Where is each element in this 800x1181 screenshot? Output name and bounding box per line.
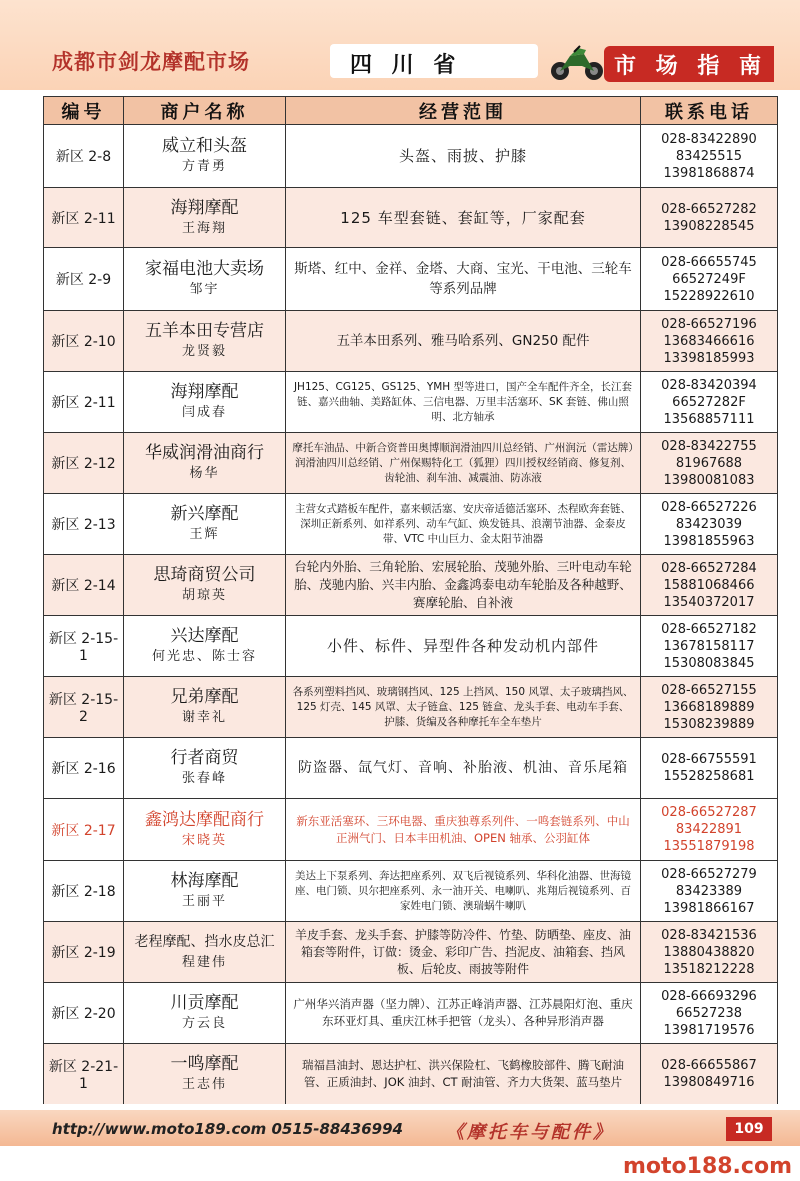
tel-line: 13398185993 (663, 350, 755, 366)
row-code: 新区 2-13 (44, 494, 124, 555)
merchant-owner: 王丽平 (181, 894, 227, 909)
merchant-owner: 张春峰 (181, 771, 227, 786)
column-header-scope: 经营范围 (286, 97, 641, 125)
tel-line: 028-83420394 (661, 377, 757, 393)
row-tel (641, 1044, 778, 1105)
merchant-owner: 何光忠、陈士容 (151, 649, 257, 664)
merchant-owner: 邹宇 (189, 282, 220, 297)
row-merchant (124, 494, 286, 555)
section-label: 市 场 指 南 (614, 54, 767, 79)
tel-line: 13568857111 (663, 411, 755, 427)
tel-line: 028-66527226 (661, 499, 757, 515)
row-merchant (124, 861, 286, 922)
row-merchant (124, 677, 286, 738)
tel-line: 028-83422890 (661, 131, 757, 147)
row-scope: 瑞福昌油封、恩达护杠、洪兴保险杠、飞鹤橡胶部件、腾飞耐油管、正质油封、JOK 油封、CT 耐油管、齐力大货架、蓝马垫片 (286, 1044, 641, 1105)
row-scope: JH125、CG125、GS125、YMH 型等进口，国产全车配件齐全，长江套链、嘉兴曲轴、美路缸体、三信电器、万里丰活塞环、SK 套链、佛山照明、北方轴承 (286, 372, 641, 433)
row-tel (641, 555, 778, 616)
row-code: 新区 2-15-1 (44, 616, 124, 677)
row-tel (641, 616, 778, 677)
row-tel (641, 799, 778, 861)
merchant-name: 鑫鸿达摩配商行 (145, 809, 264, 830)
row-scope: 主营女式踏板车配件，嘉来顿活塞、安庆帝适德活塞环、杰程欧奔套链、深圳正新系列、如祥系列、动车气缸、焕发链具、浪潮节油器、金泰皮带、VTC 中山巨力、金太阳节油器 (286, 494, 641, 555)
merchant-name: 一鸣摩配 (170, 1054, 239, 1074)
row-tel (641, 677, 778, 738)
row-scope: 美达上下泵系列、奔达把座系列、双飞后视镜系列、华科化油器、世海镜座、电门锁、贝尔把座系列、永一油开关、电喇叭、兆翔后视镜系列、百家姓电门锁、澳瑞蜗牛喇叭 (286, 861, 641, 922)
row-merchant (124, 248, 286, 311)
merchant-name: 兴达摩配 (170, 626, 239, 646)
row-tel (641, 983, 778, 1044)
tel-line: 15228922610 (663, 288, 755, 304)
merchant-name: 老程摩配、挡水皮总汇 (134, 934, 275, 950)
tel-line: 15881068466 (663, 577, 755, 593)
row-code: 新区 2-8 (44, 125, 124, 188)
tel-line: 81967688 (675, 455, 743, 471)
tel-line: 028-83422755 (661, 438, 757, 454)
row-code: 新区 2-14 (44, 555, 124, 616)
merchant-name: 海翔摩配 (170, 197, 239, 218)
tel-line: 13678158117 (663, 638, 755, 654)
merchant-name: 思琦商贸公司 (153, 565, 256, 585)
row-tel (641, 311, 778, 372)
row-tel (641, 372, 778, 433)
row-tel (641, 738, 778, 799)
table-row (44, 494, 778, 555)
tel-line: 028-66527287 (661, 805, 757, 820)
magazine-title: 《摩托车与配件》 (446, 1122, 614, 1143)
tel-line: 13683466616 (663, 333, 755, 349)
column-header-name: 商户名称 (124, 97, 286, 125)
table-row (44, 248, 778, 311)
row-code: 新区 2-21-1 (44, 1044, 124, 1105)
tel-line: 028-66655745 (661, 254, 757, 270)
table-row (44, 983, 778, 1044)
row-tel (641, 922, 778, 983)
tel-line: 028-66527155 (661, 682, 757, 698)
table-row (44, 311, 778, 372)
merchant-owner: 方云良 (181, 1016, 227, 1031)
row-merchant (124, 922, 286, 983)
row-code: 新区 2-16 (44, 738, 124, 799)
row-merchant (124, 799, 286, 861)
tel-line: 13981855963 (663, 533, 755, 549)
province-label: 四 川 省 (350, 53, 462, 78)
row-merchant (124, 372, 286, 433)
merchant-name: 兄弟摩配 (170, 687, 239, 707)
row-scope: 新东亚活塞环、三环电器、重庆独尊系列件、一鸣套链系列、中山正洲气门、日本丰田机油、OPEN 轴承、公羽缸体 (286, 799, 641, 861)
row-merchant (124, 616, 286, 677)
row-merchant (124, 188, 286, 248)
tel-line: 028-66655867 (661, 1058, 757, 1073)
row-code: 新区 2-12 (44, 433, 124, 494)
tel-line: 13981866167 (663, 900, 755, 916)
row-merchant (124, 738, 286, 799)
row-code: 新区 2-15-2 (44, 677, 124, 738)
tel-line: 028-66527182 (661, 621, 757, 637)
tel-line: 13668189889 (663, 699, 755, 715)
tel-line: 83425515 (675, 148, 743, 164)
table-row (44, 555, 778, 616)
tel-line: 13880438820 (663, 944, 755, 960)
table-row (44, 188, 778, 248)
row-scope: 125 车型套链、套缸等，厂家配套 (286, 188, 641, 248)
tel-line: 83423389 (675, 883, 743, 899)
tel-line: 028-66527284 (661, 560, 757, 576)
row-code: 新区 2-17 (44, 799, 124, 861)
tel-line: 028-66527279 (661, 866, 757, 882)
row-code: 新区 2-18 (44, 861, 124, 922)
merchant-owner: 王辉 (189, 527, 220, 542)
page-footer (0, 1104, 800, 1181)
row-code: 新区 2-10 (44, 311, 124, 372)
row-scope: 小件、标件、异型件各种发动机内部件 (286, 616, 641, 677)
column-header-code: 编号 (44, 97, 124, 125)
table-row-highlighted (44, 799, 778, 861)
tel-line: 13551879198 (663, 839, 755, 854)
row-merchant (124, 433, 286, 494)
row-merchant (124, 125, 286, 188)
row-scope: 头盔、雨披、护膝 (286, 125, 641, 188)
table-row (44, 861, 778, 922)
row-code: 新区 2-20 (44, 983, 124, 1044)
tel-line: 13981868874 (663, 165, 755, 181)
row-code: 新区 2-11 (44, 188, 124, 248)
tel-line: 13518212228 (663, 961, 755, 977)
merchant-name: 家福电池大卖场 (145, 259, 264, 279)
watermark: moto188.com (622, 1154, 792, 1179)
motorcycle-icon (548, 42, 606, 82)
merchant-owner: 龙贤毅 (181, 344, 227, 359)
row-tel (641, 248, 778, 311)
tel-line: 13981719576 (663, 1022, 755, 1038)
table-row (44, 372, 778, 433)
tel-line: 028-66527282 (661, 201, 757, 217)
merchant-owner: 谢幸礼 (181, 710, 227, 725)
tel-line: 66527249F (672, 271, 746, 287)
tel-line: 83423039 (675, 516, 743, 532)
row-scope: 广州华兴消声器（坚力牌）、江苏正峰消声器、江苏晨阳灯泡、重庆东环亚灯具、重庆江林手把管（龙头）、各种异形消声器 (286, 983, 641, 1044)
merchant-owner: 方青勇 (181, 159, 227, 174)
merchant-owner: 王海翔 (181, 220, 227, 236)
row-scope: 摩托车油品、中新合资普田奥博顺润滑油四川总经销、广州润沅（雷达牌）润滑油四川总经销、广州保赐特化工（狐狸）四川授权经销商、修复剂、齿轮油、刹车油、减震油、防冻液 (286, 433, 641, 494)
tel-line: 13540372017 (663, 594, 755, 610)
table-header-row (44, 97, 778, 125)
row-scope: 五羊本田系列、雅马哈系列、GN250 配件 (286, 311, 641, 372)
column-header-tel: 联系电话 (641, 97, 778, 125)
row-merchant (124, 555, 286, 616)
row-merchant (124, 1044, 286, 1105)
row-code: 新区 2-11 (44, 372, 124, 433)
tel-line: 028-66527196 (661, 316, 757, 332)
merchant-owner: 程建伟 (181, 955, 227, 970)
row-scope: 各系列塑料挡风、玻璃钢挡风、125 上挡风、150 风罩、太子玻璃挡风、125 灯壳、145 风罩、太子链盒、125 链盒、龙头手套、电动车手套、护膝、货编及各种摩托车全车垫片 (286, 677, 641, 738)
tel-line: 66527238 (675, 1005, 743, 1021)
merchant-owner: 王志伟 (181, 1077, 227, 1092)
merchant-name: 新兴摩配 (170, 504, 239, 524)
row-scope: 台轮内外胎、三角轮胎、宏展轮胎、茂驰外胎、三叶电动车轮胎、茂驰内胎、兴丰内胎、金鑫鸿泰电动车轮胎及各种越野、赛摩轮胎、自补液 (286, 555, 641, 616)
merchant-name: 行者商贸 (170, 748, 239, 768)
table-row (44, 677, 778, 738)
tel-line: 13908228545 (663, 218, 755, 234)
table-row (44, 616, 778, 677)
row-tel (641, 494, 778, 555)
row-code: 新区 2-9 (44, 248, 124, 311)
merchant-name: 川贡摩配 (170, 993, 239, 1013)
tel-line: 028-66693296 (661, 988, 757, 1004)
row-code: 新区 2-19 (44, 922, 124, 983)
merchant-table (43, 96, 778, 1105)
merchant-name: 五羊本田专营店 (145, 321, 264, 341)
tel-line: 15308083845 (663, 655, 755, 671)
row-scope: 羊皮手套、龙头手套、护膝等防冷件、竹垫、防晒垫、座皮、油箱套等附件，订做：烫金、彩印广告、挡泥皮、油箱套、挡风板、后轮皮、雨披等附件 (286, 922, 641, 983)
merchant-name: 林海摩配 (170, 871, 239, 891)
row-merchant (124, 311, 286, 372)
tel-line: 83422891 (675, 822, 743, 837)
table-row (44, 738, 778, 799)
footer-site-link[interactable]: http://www.moto189.com 0515-88436994 (52, 1120, 403, 1138)
row-tel (641, 188, 778, 248)
merchant-owner: 闫成春 (181, 405, 227, 420)
merchant-name: 华威润滑油商行 (145, 443, 264, 463)
tel-line: 13980849716 (663, 1075, 755, 1090)
merchant-name: 威立和头盔 (162, 136, 247, 156)
tel-line: 13980081083 (663, 472, 755, 488)
table-row (44, 433, 778, 494)
row-tel (641, 861, 778, 922)
table-row (44, 922, 778, 983)
page-header (0, 0, 800, 90)
row-tel (641, 125, 778, 188)
merchant-owner: 杨华 (189, 466, 220, 481)
row-merchant (124, 983, 286, 1044)
row-tel (641, 433, 778, 494)
tel-line: 66527282F (672, 394, 746, 410)
tel-line: 15308239889 (663, 716, 755, 732)
tel-line: 028-66755591 (661, 752, 757, 767)
merchant-owner: 宋晓英 (181, 832, 227, 848)
row-scope: 防盗器、氙气灯、音响、补胎液、机油、音乐尾箱 (286, 738, 641, 799)
market-title: 成都市剑龙摩配市场 (52, 50, 250, 74)
table-row (44, 1044, 778, 1105)
merchant-owner: 胡琼英 (181, 588, 227, 603)
table-row (44, 125, 778, 188)
tel-line: 15528258681 (663, 769, 755, 784)
page-number: 109 (726, 1117, 772, 1141)
row-scope: 斯塔、红中、金祥、金塔、大商、宝光、干电池、三轮车等系列品牌 (286, 248, 641, 311)
merchant-name: 海翔摩配 (170, 382, 239, 402)
tel-line: 028-83421536 (661, 927, 757, 943)
